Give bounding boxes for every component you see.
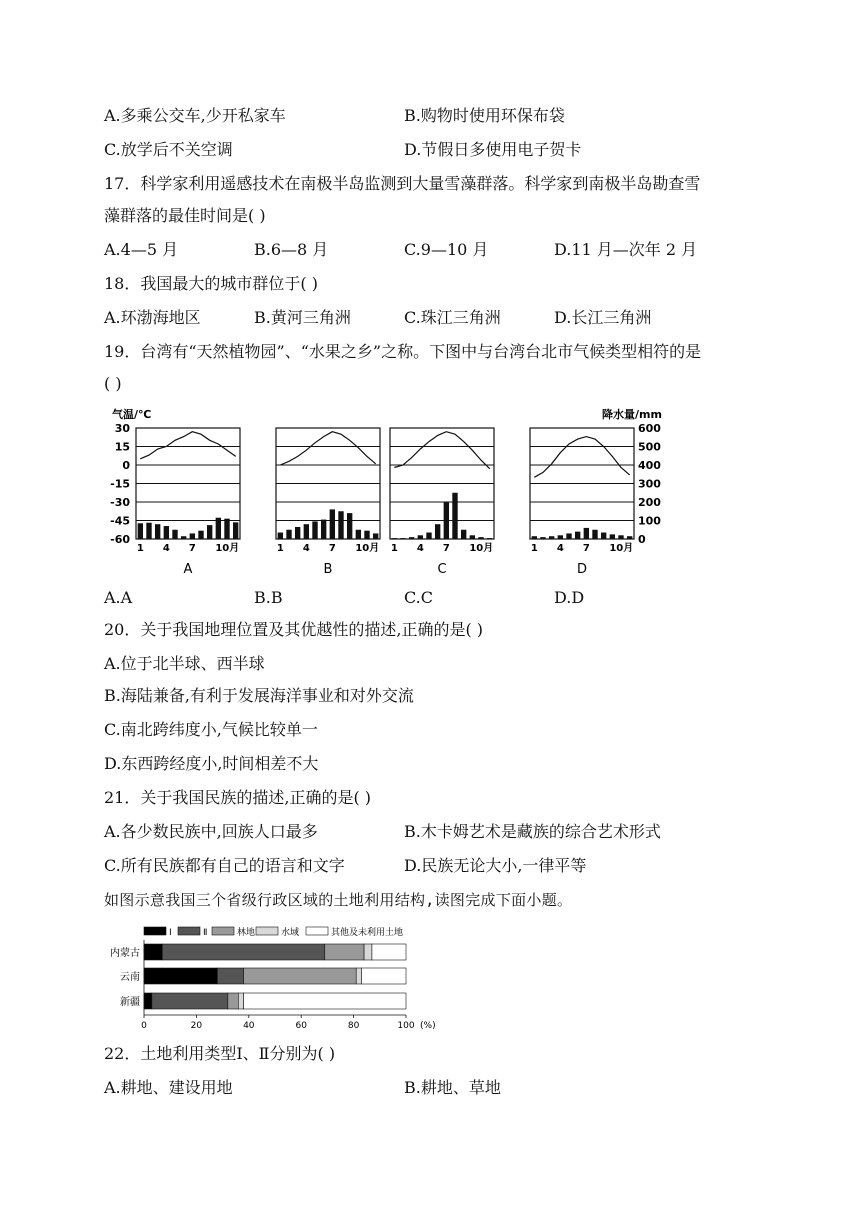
climate-chart-a [136,428,240,577]
climate-chart-c [390,428,494,577]
precipitation-bar [487,538,492,539]
month-tick-label: 1 [136,543,144,554]
month-tick-label: 4 [416,543,424,554]
land-use-segment [144,968,217,984]
precip-tick-label: 0 [638,533,646,546]
precip-tick-label: 200 [638,496,661,509]
legend-label: Ⅰ [169,928,172,938]
q17-option-a: A.4—5 月 [104,240,179,259]
precipitation-bar [452,493,457,539]
legend-swatch [212,927,234,935]
q16-option-b: B.购物时使用环保布袋 [404,106,565,125]
q21-option-b: B.木卡姆艺术是藏族的综合艺术形式 [404,822,661,841]
precipitation-bar [444,502,449,539]
month-tick-label: 1 [276,543,284,554]
legend-item [212,926,255,938]
temp-tick-label: 15 [114,440,130,454]
temperature-line [394,432,489,469]
q16-option-a: A.多乘公交车,少开私家车 [104,106,286,125]
precipitation-bar [592,530,597,539]
temp-tick-label: -15 [110,477,130,491]
legend-swatch [144,927,166,935]
legend-label: Ⅱ [203,928,208,938]
climate-chart-label: D [576,562,588,577]
q19-stem-line2: ( ) [104,374,122,393]
precipitation-bar [373,533,378,539]
x-tick-label: 0 [141,1021,147,1031]
month-tick-label: 4 [302,543,310,554]
precipitation-bar [364,531,369,539]
land-use-row [110,944,406,960]
land-use-segment [325,944,364,960]
precipitation-bar [618,535,623,539]
land-use-segment [238,993,243,1009]
q21-option-c: C.所有民族都有自己的语言和文字 [104,856,345,875]
temp-axis-title: 气温/℃ [112,408,152,421]
month-tick-label: 7 [188,543,196,554]
climate-chart-label: B [323,562,333,577]
precipitation-bar [392,538,397,539]
q18-option-d: D.长江三角洲 [554,308,652,327]
land-use-segment [162,944,324,960]
month-tick-label: 1 [530,543,538,554]
land-use-row [120,993,406,1009]
land-use-segment [217,968,243,984]
q20-option-d: D.东西跨经度小,时间相差不大 [104,754,319,773]
legend-swatch [256,927,278,935]
precipitation-bar [558,535,563,539]
precipitation-bar [164,526,169,539]
precipitation-bar [286,530,291,539]
x-unit-label: (%) [420,1021,436,1031]
q19-stem-line1: 19．台湾有“天然植物园”、“水果之乡”之称。下图中与台湾台北市气候类型相符的是 [104,342,702,361]
land-use-segment [144,944,162,960]
q16-option-d: D.节假日多使用电子贺卡 [404,140,582,159]
q17-stem-line2: 藻群落的最佳时间是( ) [104,206,266,225]
precipitation-bar [584,528,589,539]
temperature-line [280,432,375,465]
precipitation-bar [435,524,440,539]
precipitation-bar [190,533,195,539]
climate-chart-label: A [183,562,193,577]
precipitation-bar [278,533,283,539]
temp-tick-label: -60 [110,533,130,546]
legend-item [144,927,172,938]
precip-tick-label: 500 [638,440,661,454]
precipitation-bar [216,518,221,539]
q17-option-d: D.11 月—次年 2 月 [554,240,698,259]
precipitation-bar [312,521,317,539]
precipitation-bar [409,537,414,539]
month-tick-label: 10月 [469,543,494,554]
q20-option-c: C.南北跨纬度小,气候比较单一 [104,720,318,739]
q19-option-c: C.C [404,588,433,607]
q22-option-a: A.耕地、建设用地 [104,1078,233,1097]
region-label: 云南 [120,972,140,983]
precip-tick-label: 600 [638,422,661,435]
q17-stem-line1: 17．科学家利用遥感技术在南极半岛监测到大量雪藻群落。科学家到南极半岛勘查雪 [104,174,701,193]
precipitation-bar [304,524,309,539]
month-tick-label: 1 [390,543,398,554]
month-tick-label: 10月 [355,543,380,554]
temp-tick-label: 0 [122,459,130,472]
precipitation-bar [532,536,537,539]
land-use-segment [244,993,406,1009]
month-tick-label: 4 [162,543,170,554]
land-use-intro: 如图示意我国三个省级行政区域的土地利用结构,读图完成下面小题。 [104,891,573,909]
q19-option-d: D.D [554,588,585,607]
q22-option-b: B.耕地、草地 [404,1078,501,1097]
precipitation-bar [347,513,352,539]
precipitation-bar [338,511,343,539]
q18-option-a: A.环渤海地区 [104,308,201,327]
temp-tick-label: 30 [114,422,130,435]
q21-stem: 21．关于我国民族的描述,正确的是( ) [104,788,372,807]
temperature-line [534,437,629,478]
land-use-row [120,968,406,984]
precipitation-bar [138,523,143,539]
precipitation-bar [233,522,238,539]
land-use-segment [144,993,152,1009]
q16-option-c: C.放学后不关空调 [104,140,233,159]
temperature-line [140,432,235,459]
precipitation-bar [321,520,326,539]
precipitation-bar [198,531,203,539]
land-use-segment [372,944,406,960]
climate-charts-figure [104,402,670,580]
precipitation-bar [207,525,212,539]
temp-tick-label: -30 [110,496,130,509]
precipitation-bar [601,533,606,539]
precip-tick-label: 100 [638,514,661,528]
precipitation-bar [181,536,186,539]
q17-option-b: B.6—8 月 [254,240,329,259]
q20-option-a: A.位于北半球、西半球 [104,654,265,673]
month-tick-label: 4 [556,543,564,554]
x-tick-label: 20 [190,1021,203,1031]
q21-option-d: D.民族无论大小,一律平等 [404,856,587,875]
precipitation-bar [627,536,632,539]
month-tick-label: 7 [328,543,336,554]
legend-item [178,927,207,938]
x-tick-label: 80 [347,1021,360,1031]
month-tick-label: 7 [442,543,450,554]
precipitation-bar [224,519,229,539]
q22-stem: 22．土地利用类型Ⅰ、Ⅱ分别为( ) [104,1044,336,1063]
precipitation-bar [418,535,423,539]
temp-tick-label: -45 [110,514,130,528]
q17-option-c: C.9—10 月 [404,240,489,259]
land-use-segment [361,968,406,984]
q20-option-b: B.海陆兼备,有利于发展海洋事业和对外交流 [104,686,414,705]
q18-option-b: B.黄河三角洲 [254,308,351,327]
region-label: 新疆 [120,997,140,1008]
region-label: 内蒙古 [110,948,140,959]
land-use-segment [228,993,238,1009]
month-tick-label: 10月 [609,543,634,554]
month-tick-label: 10月 [215,543,240,554]
precipitation-bar [610,534,615,539]
precipitation-bar [470,535,475,539]
q21-option-a: A.各少数民族中,回族人口最多 [104,822,318,841]
climate-chart-d [530,428,634,577]
climate-chart-label: C [437,562,447,577]
x-tick-label: 100 [397,1021,415,1031]
q18-stem: 18．我国最大的城市群位于( ) [104,274,318,293]
legend-swatch [178,927,200,935]
precip-tick-label: 400 [638,459,661,472]
precipitation-bar [295,527,300,539]
land-use-segment [244,968,357,984]
land-use-segment [152,993,228,1009]
precipitation-bar [356,530,361,539]
land-use-segment [356,968,361,984]
climate-chart-b [276,428,380,577]
precip-tick-label: 300 [638,477,661,491]
land-use-chart [104,918,444,1034]
precipitation-bar [566,533,571,539]
precipitation-bar [146,523,151,539]
precipitation-bar [172,530,177,539]
legend-label: 水域 [281,928,300,938]
x-tick-label: 60 [295,1021,307,1031]
precipitation-bar [540,537,545,539]
land-use-segment [364,944,372,960]
legend-item [306,926,403,938]
precipitation-bar [461,530,466,539]
x-tick-label: 40 [243,1021,255,1031]
precipitation-bar [575,532,580,539]
legend-swatch [306,927,328,935]
precipitation-bar [426,533,431,539]
legend-item [256,926,299,938]
precipitation-bar [330,509,335,539]
q18-option-c: C.珠江三角洲 [404,308,501,327]
precipitation-bar [400,538,405,539]
q19-option-b: B.B [254,588,283,607]
precipitation-bar [155,524,160,539]
precipitation-bar [549,536,554,539]
month-tick-label: 7 [582,543,590,554]
precipitation-bar [478,537,483,539]
q20-stem: 20．关于我国地理位置及其优越性的描述,正确的是( ) [104,620,484,639]
precip-axis-title: 降水量/mm [602,408,662,421]
q19-option-a: A.A [104,588,133,607]
legend-label: 林地 [237,928,256,938]
legend-label: 其他及未利用土地 [331,928,404,938]
